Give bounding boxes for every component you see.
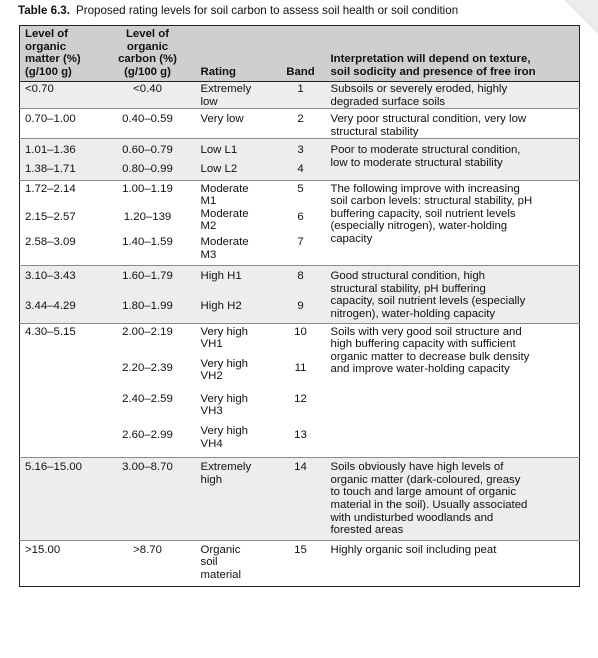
cell-organic-carbon: 1.60–1.79 — [100, 266, 196, 298]
cell-interpretation: The following improve with increasing soil carbon levels: structural stability, pH buffering capacity, soil nutrient levels (especially nitrogen), water-holding capacity — [326, 180, 580, 266]
cell-organic-matter: 2.15–2.57 — [20, 208, 100, 233]
cell-band: 10 — [276, 323, 326, 358]
cell-interpretation: Soils obviously have high levels of organic matter (dark-coloured, greasy to touch and large amount of organic material in the soil). Usually associated with undisturbed woodlands and forested areas — [326, 458, 580, 541]
header-rating: Rating — [196, 26, 276, 82]
cell-interpretation: Soils with very good soil structure and high buffering capacity with sufficient organic matter to decrease bulk density and improve water-holding capacity — [326, 323, 580, 458]
cell-band: 5 — [276, 180, 326, 208]
cell-organic-matter: 2.58–3.09 — [20, 233, 100, 266]
cell-rating: Very high VH1 — [196, 323, 276, 358]
cell-organic-matter: 5.16–15.00 — [20, 458, 100, 541]
cell-interpretation: Very poor structural condition, very low structural stability — [326, 109, 580, 139]
cell-rating: Extremely high — [196, 458, 276, 541]
cell-organic-matter: <0.70 — [20, 82, 100, 109]
cell-organic-carbon: 1.40–1.59 — [100, 233, 196, 266]
cell-organic-matter: 4.30–5.15 — [20, 323, 100, 358]
cell-organic-carbon: <0.40 — [100, 82, 196, 109]
cell-organic-matter — [20, 390, 100, 425]
cell-band: 6 — [276, 208, 326, 233]
cell-rating: Very high VH4 — [196, 425, 276, 458]
cell-organic-carbon: 2.20–2.39 — [100, 358, 196, 390]
cell-band: 3 — [276, 139, 326, 160]
table-row — [20, 540, 580, 586]
cell-organic-matter: 1.38–1.71 — [20, 160, 100, 180]
cell-organic-matter: 3.10–3.43 — [20, 266, 100, 298]
cell-interpretation: Good structural condition, high structural stability, pH buffering capacity, soil nutrient levels (especially nitrogen), water-holding capacity — [326, 266, 580, 323]
cell-organic-carbon: 1.20–139 — [100, 208, 196, 233]
cell-band: 11 — [276, 358, 326, 390]
cell-organic-matter: 1.72–2.14 — [20, 180, 100, 208]
cell-organic-carbon: 2.40–2.59 — [100, 390, 196, 425]
cell-organic-matter: >15.00 — [20, 540, 100, 586]
cell-rating: Moderate M1 — [196, 180, 276, 208]
cell-band: 13 — [276, 425, 326, 458]
cell-organic-carbon: 2.60–2.99 — [100, 425, 196, 458]
cell-organic-carbon: 2.00–2.19 — [100, 323, 196, 358]
cell-interpretation: Poor to moderate structural condition, low to moderate structural stability — [326, 139, 580, 180]
cell-rating: Moderate M2 — [196, 208, 276, 233]
cell-band: 8 — [276, 266, 326, 298]
cell-interpretation: Highly organic soil including peat — [326, 540, 580, 586]
cell-organic-matter — [20, 358, 100, 390]
table-caption-label: Table 6.3. — [18, 4, 70, 17]
cell-rating: Low L2 — [196, 160, 276, 180]
cell-band: 12 — [276, 390, 326, 425]
soil-carbon-rating-table — [19, 25, 580, 587]
cell-rating: High H1 — [196, 266, 276, 298]
cell-organic-matter: 3.44–4.29 — [20, 298, 100, 323]
cell-band: 1 — [276, 82, 326, 109]
cell-organic-matter: 1.01–1.36 — [20, 139, 100, 160]
cell-rating: High H2 — [196, 298, 276, 323]
header-interpretation: Interpretation will depend on texture, soil sodicity and presence of free iron — [326, 26, 580, 82]
table-row — [20, 82, 580, 109]
cell-organic-matter: 0.70–1.00 — [20, 109, 100, 139]
header-band: Band — [276, 26, 326, 82]
table-row — [20, 266, 580, 298]
table-header-row — [20, 26, 580, 82]
cell-rating: Low L1 — [196, 139, 276, 160]
table-row — [20, 458, 580, 541]
cell-rating: Very low — [196, 109, 276, 139]
cell-organic-carbon: 1.00–1.19 — [100, 180, 196, 208]
cell-organic-matter — [20, 425, 100, 458]
table-row — [20, 180, 580, 208]
cell-organic-carbon: 0.40–0.59 — [100, 109, 196, 139]
cell-band: 7 — [276, 233, 326, 266]
cell-band: 4 — [276, 160, 326, 180]
header-organic-carbon: Level of organic carbon (%) (g/100 g) — [100, 26, 196, 82]
cell-rating: Extremely low — [196, 82, 276, 109]
cell-organic-carbon: >8.70 — [100, 540, 196, 586]
table-row — [20, 109, 580, 139]
cell-organic-carbon: 0.60–0.79 — [100, 139, 196, 160]
cell-rating: Very high VH2 — [196, 358, 276, 390]
cell-organic-carbon: 3.00–8.70 — [100, 458, 196, 541]
table-caption-text: Proposed rating levels for soil carbon to assess soil health or soil condition — [75, 4, 459, 17]
table-caption — [18, 4, 458, 17]
cell-band: 14 — [276, 458, 326, 541]
cell-organic-carbon: 0.80–0.99 — [100, 160, 196, 180]
cell-band: 15 — [276, 540, 326, 586]
cell-rating: Organic soil material — [196, 540, 276, 586]
cell-band: 9 — [276, 298, 326, 323]
cell-rating: Moderate M3 — [196, 233, 276, 266]
cell-organic-carbon: 1.80–1.99 — [100, 298, 196, 323]
table-row — [20, 139, 580, 160]
header-organic-matter: Level of organic matter (%) (g/100 g) — [20, 26, 100, 82]
cell-interpretation: Subsoils or severely eroded, highly degraded surface soils — [326, 82, 580, 109]
table-row — [20, 323, 580, 358]
cell-band: 2 — [276, 109, 326, 139]
cell-rating: Very high VH3 — [196, 390, 276, 425]
